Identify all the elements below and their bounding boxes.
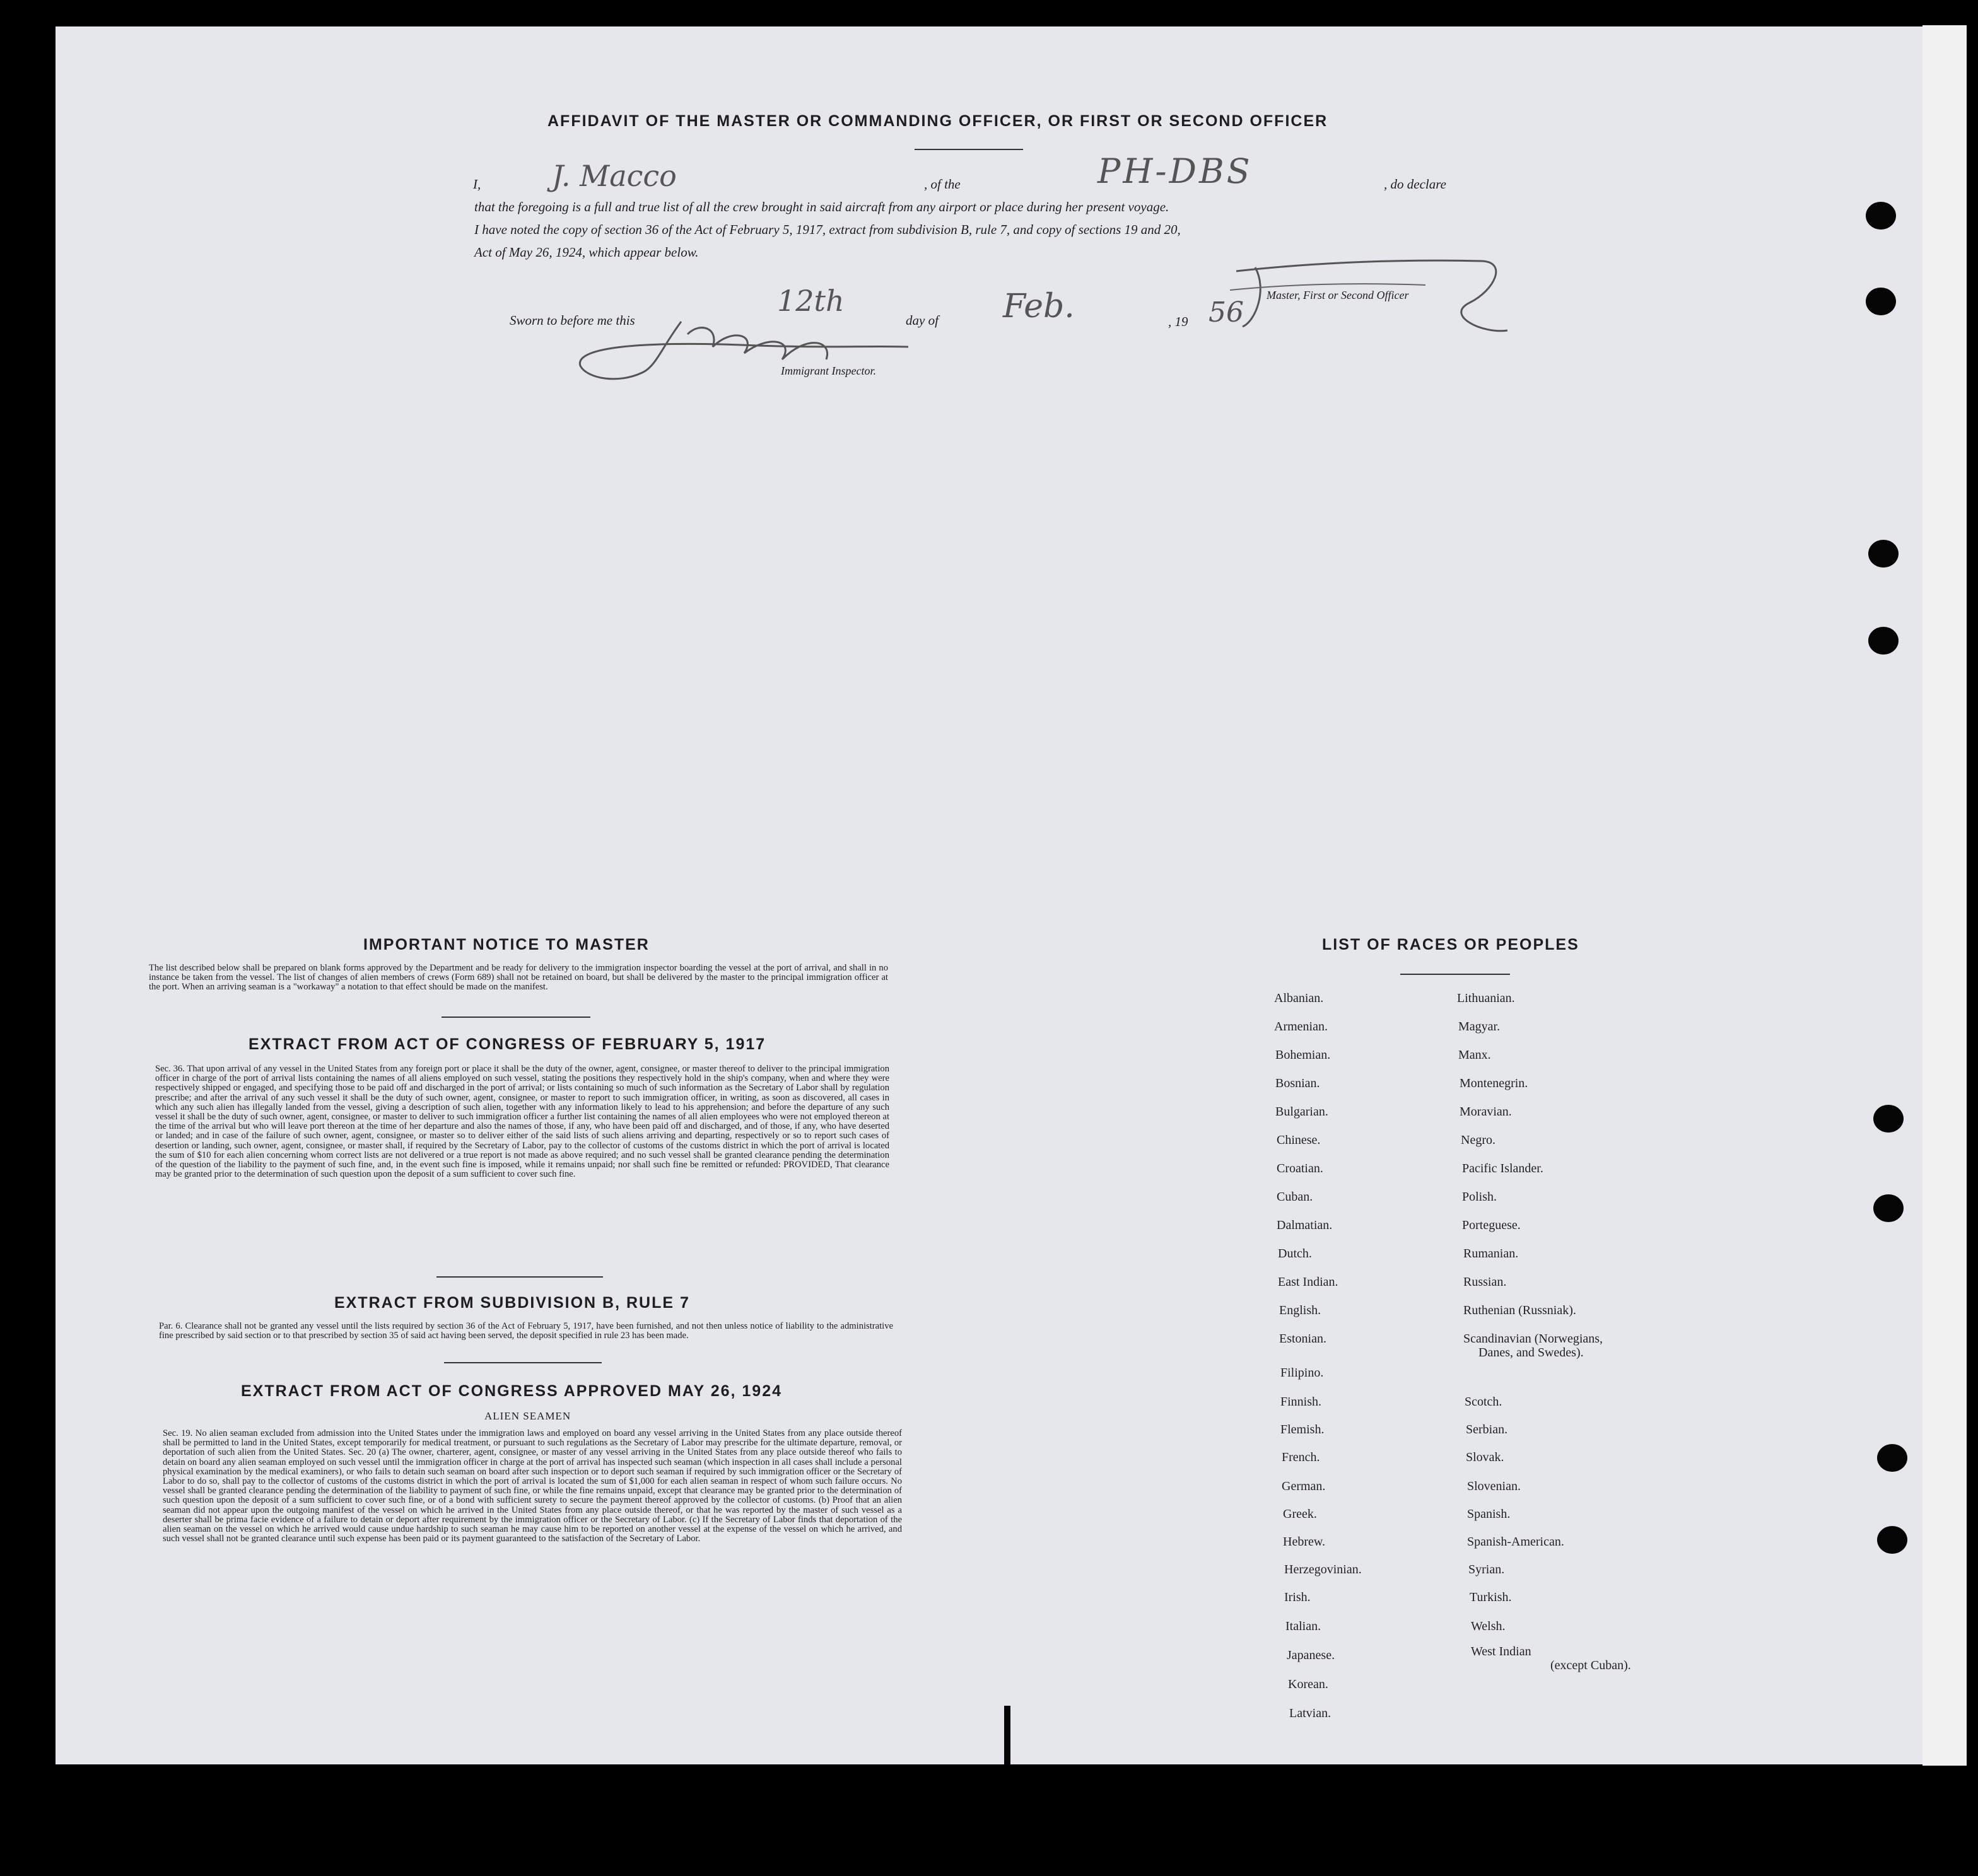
race-item: Turkish.: [1470, 1590, 1512, 1604]
punch-hole: [1868, 540, 1899, 568]
binder-strip: [1922, 25, 1967, 1766]
race-item: Finnish.: [1280, 1395, 1322, 1409]
race-item: Dutch.: [1278, 1247, 1312, 1261]
race-item: Magyar.: [1458, 1020, 1501, 1034]
race-item: Spanish.: [1467, 1507, 1511, 1521]
extract-1924-body: Sec. 19. No alien seaman excluded from admission into the United States under the immigration laws and employed on board any vessel arriving in the United States from any place outside thereof shall be permitted to land in the United States, except temporarily for medical treatment, or pursuant to such regulations as the Secretary of Labor may prescribe for the ultimate departure, removal, or deportation of such alien from the United States. Sec. 20 (a) The owner, charterer, agent, consignee, or master of any vessel arriving in the United States from any place outside thereof who fails to detain on board any alien seaman employed on such vessel until the immigration officer in charge at the port of arrival has inspected such seaman (which inspection in all cases shall include a personal physical examination by the medical examiners), or who fails to detain such seaman on board after such inspection or to deport such seaman if required by such immigration officer or the Secretary of Labor to do so, shall pay to the collector of customs of the customs district in which the port of arrival is located the sum of $1,000 for each alien seaman in respect of whom such failure occurs. No vessel shall be granted clearance pending the determination of the liability to payment of such fine, or while the fine remains unpaid, except that clearance may be granted prior to the determination of such question upon the deposit of a sum sufficient to cover such fine, or of a bond with sufficient surety to secure the payment thereof approved by the collector of customs. (b) Proof that an alien seaman did not appear upon the outgoing manifest of the vessel on which he arrived in the United States from any place outside thereof, or that he was reported by the master of such vessel as a deserter shall be prima facie evidence of a failure to detain or deport after requirement by the immigration officer or the Secretary of Labor. (c) If the Secretary of Labor finds that deportation of the alien seaman on the vessel on which he arrived would cause undue hardship to such seaman he may cause him to be reported on another vessel at the expense of the vessel on which he arrived, and such vessel shall not be granted clearance until such expense has been paid or its payment guaranteed to the satisfaction of the Secretary of Labor.: [163, 1428, 902, 1544]
inspector-caption: Immigrant Inspector.: [781, 364, 876, 377]
race-item: English.: [1279, 1303, 1321, 1317]
race-item: Ruthenian (Russniak).: [1463, 1303, 1576, 1317]
race-item: Herzegovinian.: [1284, 1563, 1362, 1576]
sworn-label: Sworn to before me this: [510, 313, 635, 328]
punch-hole: [1877, 1526, 1907, 1554]
race-item: Filipino.: [1280, 1366, 1324, 1380]
races-title: LIST OF RACES OR PEOPLES: [1322, 936, 1579, 953]
race-item: Pacific Islander.: [1462, 1162, 1543, 1175]
race-item: German.: [1282, 1479, 1326, 1493]
race-item: Greek.: [1283, 1507, 1317, 1521]
title-divider: [915, 149, 1023, 150]
race-item: Korean.: [1288, 1677, 1328, 1691]
punch-hole: [1866, 202, 1896, 230]
race-item: Scotch.: [1465, 1395, 1502, 1409]
race-item: Moravian.: [1460, 1105, 1512, 1119]
race-item: Latvian.: [1289, 1706, 1331, 1720]
notice-divider: [442, 1017, 590, 1018]
gutter-tear: [1004, 1706, 1010, 1764]
race-item: Slovenian.: [1467, 1479, 1521, 1493]
extract-1917-divider: [436, 1276, 603, 1278]
notice-body: The list described below shall be prepared on blank forms approved by the Department and be ready for delivery to the immigration inspector boarding the vessel at the port of arrival, and shall in no instance be taken from the vessel. The list of changes of alien members of crews (Form 689) shall not be retained on board, but shall be delivered by the master to the principal immigration officer at the port. When an arriving seaman is a "workaway" a notation to that effect should be made on the manifest.: [149, 963, 888, 993]
race-item: Russian.: [1463, 1275, 1507, 1289]
i-label: I,: [473, 177, 481, 192]
race-item: Italian.: [1285, 1619, 1321, 1633]
race-item: Manx.: [1458, 1048, 1491, 1062]
punch-hole: [1868, 627, 1899, 655]
race-item: Cuban.: [1277, 1190, 1313, 1204]
affidavit-line-1: that the foregoing is a full and true list of all the crew brought in said aircraft from any airport or place during her present voyage.: [474, 199, 1169, 214]
master-name-handwriting: J. Macco: [552, 159, 677, 193]
affidavit-title: AFFIDAVIT OF THE MASTER OR COMMANDING OFFICER, OR FIRST OR SECOND OFFICER: [547, 112, 1328, 130]
race-item: (except Cuban).: [1550, 1658, 1631, 1672]
race-item: Spanish-American.: [1467, 1535, 1564, 1549]
race-item: Chinese.: [1277, 1133, 1321, 1147]
rule-7-body: Par. 6. Clearance shall not be granted any vessel until the lists required by section 36 of the Act of February 5, 1917, have been furnished, and not then unless notice of liability to the administrative fine prescribed by said section or to that prescribed by section 35 of said act having been served, the deposit specified in rule 23 has been made.: [159, 1321, 893, 1341]
punch-hole: [1866, 288, 1896, 315]
race-item: Syrian.: [1468, 1563, 1505, 1576]
race-item: Lithuanian.: [1457, 991, 1515, 1005]
master-caption: Master, First or Second Officer: [1267, 289, 1409, 301]
affidavit-line-2: I have noted the copy of section 36 of the Act of February 5, 1917, extract from subdivision B, rule 7, and copy of sections 19 and 20,: [474, 222, 1181, 237]
rule-7-title: EXTRACT FROM SUBDIVISION B, RULE 7: [334, 1294, 690, 1312]
race-item: Negro.: [1461, 1133, 1495, 1147]
punch-hole: [1873, 1194, 1904, 1222]
race-item: French.: [1282, 1450, 1320, 1464]
race-item: Slovak.: [1466, 1450, 1504, 1464]
of-the-label: , of the: [924, 177, 961, 192]
race-item: Irish.: [1284, 1590, 1311, 1604]
race-item: West Indian: [1471, 1645, 1531, 1658]
notice-title: IMPORTANT NOTICE TO MASTER: [363, 936, 650, 953]
rule-7-divider: [444, 1362, 602, 1363]
race-item: Estonian.: [1279, 1332, 1326, 1346]
race-item: Flemish.: [1280, 1423, 1325, 1436]
month-handwriting: Feb.: [1003, 288, 1075, 325]
race-item: Montenegrin.: [1460, 1076, 1528, 1090]
race-item: Polish.: [1462, 1190, 1497, 1204]
extract-1917-body: Sec. 36. That upon arrival of any vessel in the United States from any foreign port or place it shall be the duty of the owner, agent, consignee, or master thereof to deliver to the principal immigration officer in charge of the port of arrival lists containing the names of all aliens employed on such vessel, stating the positions they respectively hold in the ship's company, when and where they were respectively shipped or engaged, and specifying those to be paid off and discharged in the port of arrival; or lists containing so much of such information as the Secretary of Labor shall by regulation prescribe; and after the arrival of any such vessel it shall be the duty of such owner, agent, consignee, or master to report to such immigration officer, in writing, as soon as discovered, all cases in which any such alien has illegally landed from the vessel, giving a description of such alien, together with any information likely to lead to his apprehension; and before the departure of any such vessel it shall be the duty of such owner, agent, consignee, or master to deliver to such immigration officer a further list containing the names of all alien employees who were not employed thereon at the time of the arrival but who will leave port thereon at the time of her departure and also the names of those, if any, who have been paid off and discharged, and of those, if any, who have deserted or landed; and in case of the failure of such owner, agent, consignee, or master so to deliver either of the said lists of such aliens arriving and departing, respectively or so to report such cases of desertion or landing, such owner, agent, consignee, or master shall, if required by the Secretary of Labor, pay to the collector of customs of the customs district in which the port of arrival is located the sum of $10 for each alien concerning whom correct lists are not delivered or a true report is not made as above required; and no such vessel shall be granted clearance pending the determination of the question of the liability to the payment of such fine, and, in the event such fine is imposed, while it remains unpaid; nor shall such fine be remitted or refunded: PROVIDED, That clearance may be granted prior to the determination of such question upon the deposit of a sum sufficient to cover such fine.: [155, 1064, 889, 1180]
race-item: Danes, and Swedes).: [1478, 1346, 1584, 1360]
races-divider: [1400, 974, 1510, 975]
master-signature: [1217, 252, 1520, 341]
race-item: Dalmatian.: [1277, 1218, 1333, 1232]
race-item: Bohemian.: [1275, 1048, 1331, 1062]
aircraft-handwriting: PH-DBS: [1097, 151, 1253, 191]
race-item: Porteguese.: [1462, 1218, 1521, 1232]
race-item: Serbian.: [1466, 1423, 1508, 1436]
inspector-signature: [568, 309, 921, 391]
extract-1917-title: EXTRACT FROM ACT OF CONGRESS OF FEBRUARY 5, 1917: [249, 1035, 766, 1053]
day-of-label: day of: [906, 313, 939, 328]
punch-hole: [1873, 1105, 1904, 1133]
alien-seamen-subtitle: ALIEN SEAMEN: [484, 1410, 571, 1422]
race-item: Croatian.: [1277, 1162, 1323, 1175]
race-item: Welsh.: [1471, 1619, 1506, 1633]
punch-hole: [1877, 1444, 1907, 1472]
race-item: Armenian.: [1274, 1020, 1328, 1034]
race-item: Bulgarian.: [1275, 1105, 1328, 1119]
race-item: Scandinavian (Norwegians,: [1463, 1332, 1603, 1346]
affidavit-line-3: Act of May 26, 1924, which appear below.: [474, 245, 699, 260]
race-item: Hebrew.: [1283, 1535, 1326, 1549]
do-declare-label: , do declare: [1384, 177, 1446, 192]
year-handwriting: 56: [1208, 296, 1244, 329]
year-prefix: , 19: [1168, 314, 1188, 329]
race-item: East Indian.: [1278, 1275, 1338, 1289]
race-item: Albanian.: [1274, 991, 1324, 1005]
race-item: Rumanian.: [1463, 1247, 1519, 1261]
race-item: Japanese.: [1287, 1648, 1335, 1662]
day-handwriting: 12th: [777, 284, 845, 318]
race-item: Bosnian.: [1275, 1076, 1320, 1090]
extract-1924-title: EXTRACT FROM ACT OF CONGRESS APPROVED MAY 26, 1924: [241, 1382, 783, 1400]
